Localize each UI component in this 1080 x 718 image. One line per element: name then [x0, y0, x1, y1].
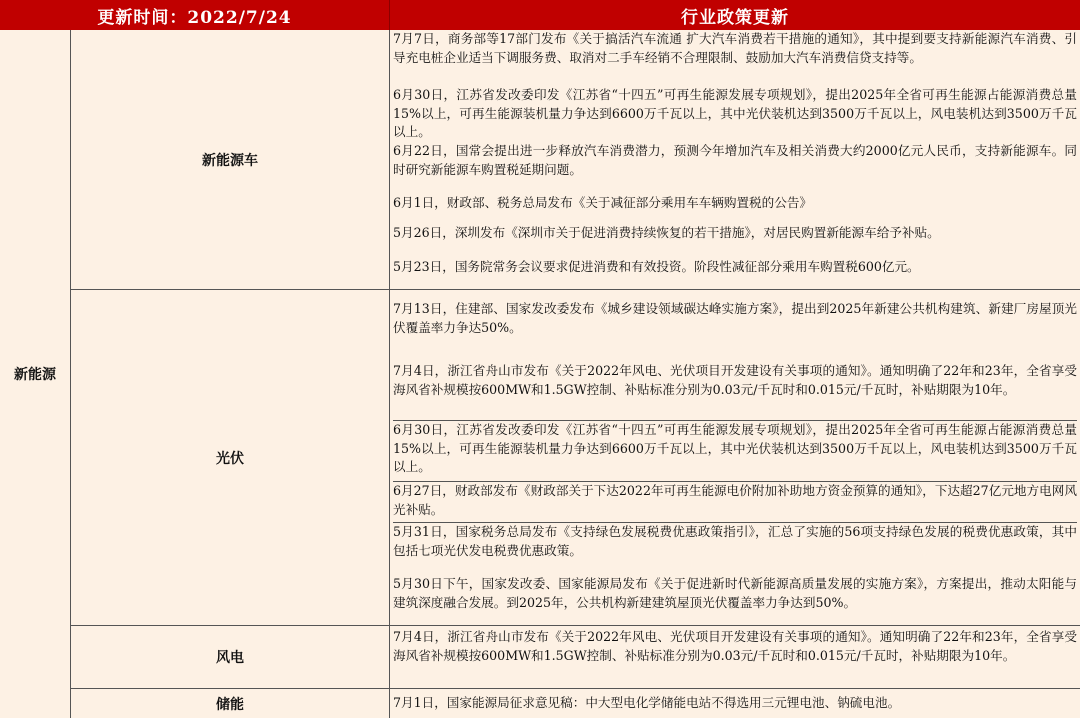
policy-entry: 6月27日，财政部发布《财政部关于下达2022年可再生能源电价附加补助地方资金预算的通知》，下达超27亿元地方电网风光补贴。 — [393, 481, 1077, 522]
policy-title-header: 行业政策更新 — [390, 0, 1080, 30]
category-cell: 新能源 — [0, 30, 71, 718]
policy-entry: 7月1日，国家能源局征求意见稿：中大型电化学储能电站不得选用三元锂电池、钠硫电池。 — [393, 695, 901, 711]
update-time-header: 更新时间：2022/7/24 — [0, 0, 390, 30]
policy-entry: 5月26日，深圳发布《深圳市关于促进消费持续恢复的若干措施》，对居民购置新能源车给予补贴。 — [393, 225, 940, 240]
policy-entry: 7月4日，浙江省舟山市发布《关于2022年风电、光伏项目开发建设有关事项的通知》。通知明确了22年和23年，全省享受海风省补规模按600MW和1.5GW控制、补贴标准分别为0.03元/千瓦时和0.015元/千瓦时，补贴期限为10年。 — [393, 629, 1077, 663]
policy-cell-storage — [390, 689, 1080, 718]
policy-entry: 7月7日，商务部等17部门发布《关于搞活汽车流通 扩大汽车消费若干措施的通知》，其中提到要支持新能源汽车消费、引导充电桩企业适当下调服务费、取消对二手车经销不合理限制、鼓励加大汽车消费信贷支持等。 — [393, 31, 1077, 65]
policy-entry: 6月1日，财政部、税务总局发布《关于减征部分乘用车车辆购置税的公告》 — [393, 195, 813, 210]
subcategory-ev: 新能源车 — [71, 30, 390, 290]
subcategory-wind: 风电 — [71, 626, 390, 689]
policy-entry: 7月4日，浙江省舟山市发布《关于2022年风电、光伏项目开发建设有关事项的通知》。通知明确了22年和23年，全省享受海风省补规模按600MW和1.5GW控制、补贴标准分别为0.03元/千瓦时和0.015元/千瓦时，补贴期限为10年。 — [393, 363, 1077, 397]
policy-entry: 5月31日，国家税务总局发布《支持绿色发展税费优惠政策指引》，汇总了实施的56项支持绿色发展的税费优惠政策，其中包括七项光伏发电税费优惠政策。 — [393, 522, 1077, 567]
policy-entry: 7月13日，住建部、国家发改委发布《城乡建设领域碳达峰实施方案》，提出到2025年新建公共机构建筑、新建厂房屋顶光伏覆盖率力争达50%。 — [393, 301, 1077, 335]
policy-entry: 6月30日，江苏省发改委印发《江苏省“十四五”可再生能源发展专项规划》，提出2025年全省可再生能源占能源消费总量15%以上，可再生能源装机量力争达到6600万千瓦以上，其中光伏装机达到3500万千瓦以上，风电装机达到3500万千瓦以上。 — [393, 87, 1077, 139]
subcategory-storage: 储能 — [71, 689, 390, 718]
policy-cell-pv — [390, 290, 1080, 626]
subcategory-pv: 光伏 — [71, 290, 390, 626]
policy-entry: 6月30日，江苏省发改委印发《江苏省“十四五”可再生能源发展专项规划》，提出2025年全省可再生能源占能源消费总量15%以上，可再生能源装机量力争达到6600万千瓦以上，其中光伏装机达到3500万千瓦以上，风电装机达到3500万千瓦以上。 — [393, 420, 1077, 481]
policy-cell-ev — [390, 30, 1080, 290]
policy-cell-wind — [390, 626, 1080, 689]
policy-entry: 5月30日下午，国家发改委、国家能源局发布《关于促进新时代新能源高质量发展的实施方案》，方案提出，推动太阳能与建筑深度融合发展。到2025年，公共机构新建建筑屋顶光伏覆盖率力争达到50%。 — [393, 576, 1077, 610]
policy-entry: 5月23日，国务院常务会议要求促进消费和有效投资。阶段性减征部分乘用车购置税600亿元。 — [393, 259, 920, 274]
policy-entry: 6月22日，国常会提出进一步释放汽车消费潜力，预测今年增加汽车及相关消费大约2000亿元人民币，支持新能源车。同时研究新能源车购置税延期问题。 — [393, 143, 1077, 177]
